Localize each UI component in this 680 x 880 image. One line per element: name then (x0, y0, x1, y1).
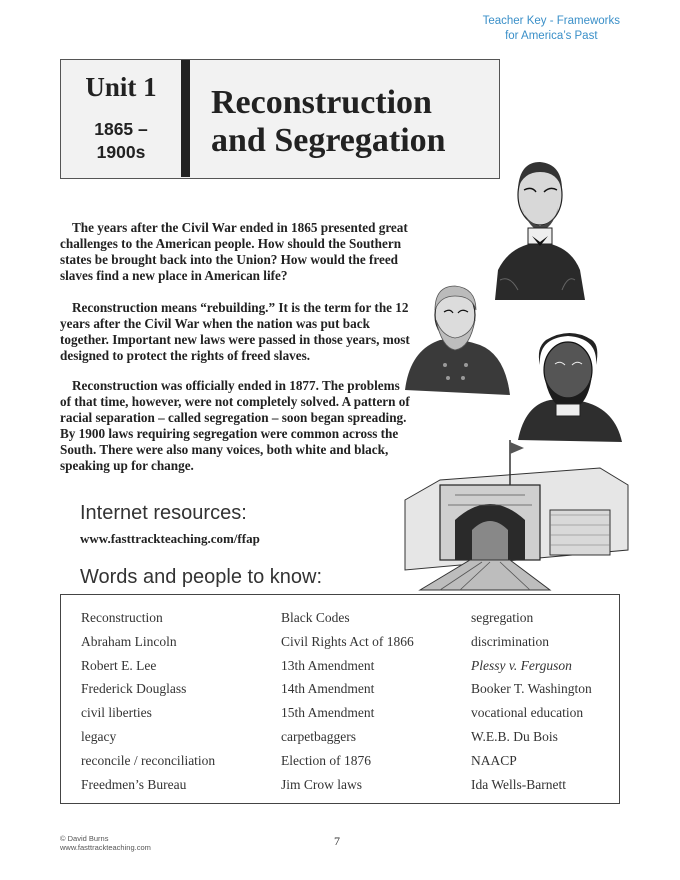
vocab-term: Frederick Douglass (81, 681, 187, 697)
vocab-term: civil liberties (81, 705, 152, 721)
vocab-term: 15th Amendment (281, 705, 375, 721)
footer-site: www.fasttrackteaching.com (60, 843, 151, 852)
vocab-term: Black Codes (281, 610, 350, 625)
vocab-term: Robert E. Lee (81, 657, 157, 673)
fort-gate-illustration (405, 440, 628, 590)
page-title-line-1: Reconstruction (211, 84, 432, 121)
historical-illustrations (400, 150, 630, 595)
vocab-term: Civil Rights Act of 1866 (281, 633, 414, 649)
vocabulary-column-1 (81, 609, 215, 799)
vocab-term: 13th Amendment (281, 657, 375, 673)
footer-credits (60, 834, 151, 852)
teacher-key-line-2: for America’s Past (505, 30, 598, 42)
vocabulary-column-2 (281, 609, 414, 799)
page-number: 7 (334, 834, 340, 848)
vocab-term: NAACP (471, 752, 517, 768)
unit-label: Unit 1 (85, 72, 157, 102)
vocab-term: Election of 1876 (281, 752, 371, 768)
vocab-term: 14th Amendment (281, 681, 375, 697)
vocab-term: Jim Crow laws (281, 776, 362, 792)
lincoln-portrait-illustration (495, 162, 585, 300)
douglass-portrait-illustration (518, 333, 622, 442)
vocabulary-heading: Words and people to know: (80, 566, 323, 588)
intro-paragraph-2: Reconstruction means “rebuilding.” It is the term for the 12 years after the Civil War when the nation was put back together. Important new laws were passed in those years, most designed to protect the rights of freed slaves. (60, 300, 410, 363)
vocabulary-column-3 (471, 609, 592, 799)
internet-resources-heading: Internet resources: (80, 502, 247, 524)
resource-link[interactable]: www.fasttrackteaching.com/ffap (80, 531, 260, 546)
vocab-term-italic: Plessy v. Ferguson (471, 657, 572, 673)
page-title-line-2: and Segregation (211, 122, 446, 159)
unit-box (61, 60, 190, 177)
vocabulary-box (60, 594, 620, 804)
teacher-key-label (483, 14, 620, 44)
lee-portrait-illustration (405, 286, 510, 395)
vocab-term: legacy (81, 728, 117, 744)
unit-years-line-1: 1865 – (94, 119, 148, 139)
vocab-term: Booker T. Washington (471, 681, 592, 697)
vocab-term: Reconstruction (81, 610, 163, 625)
vocab-term: discrimination (471, 633, 549, 649)
vocab-term: segregation (471, 610, 534, 625)
vocab-term: vocational education (471, 705, 584, 721)
intro-paragraph-3: Reconstruction was officially ended in 1877. The problems of that time, however, were not completely solved. A pattern of racial separation – called segregation – soon began spreading. By 1900 laws requiring segregation were common across the South. There were also many voices, both white and black, speaking up for change. (60, 378, 410, 473)
unit-years (61, 118, 181, 164)
page-title (211, 84, 496, 160)
intro-paragraph-1: The years after the Civil War ended in 1865 presented great challenges to the American people. How should the Southern states be brought back into the Union? How would the freed slaves find a new place in American life? (60, 220, 408, 283)
footer-copyright: © David Burns (60, 834, 109, 843)
vocab-term: W.E.B. Du Bois (471, 728, 558, 744)
unit-years-line-2: 1900s (96, 142, 146, 162)
vocab-term: Ida Wells-Barnett (471, 776, 567, 792)
teacher-key-line-1: Teacher Key - Frameworks (482, 15, 620, 27)
vocab-term: carpetbaggers (281, 728, 356, 744)
vocab-term: Freedmen’s Bureau (81, 776, 187, 792)
vocab-term: Abraham Lincoln (81, 633, 177, 649)
vocab-term: reconcile / reconciliation (81, 752, 216, 768)
